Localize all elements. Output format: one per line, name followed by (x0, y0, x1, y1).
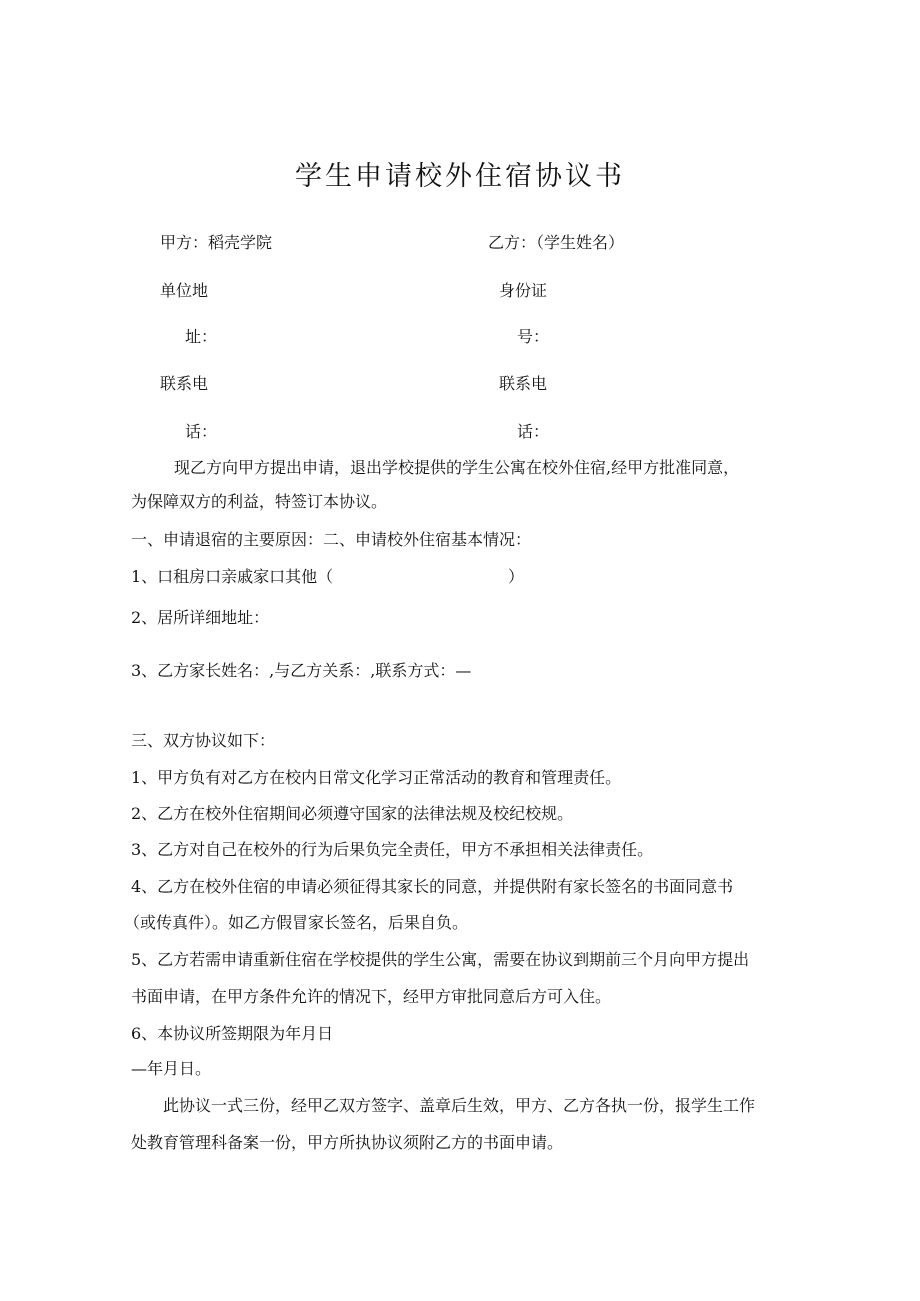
clause-6-line-1: 6、本协议所签期限为年月日 (131, 1024, 334, 1043)
intro-line-2: 为保障双方的利益，特签订本协议。 (131, 492, 388, 511)
clause-6-line-2: —年月日。 (131, 1059, 212, 1078)
party-a-phone-label-1: 联系电 (160, 374, 209, 393)
section1-item1-close: ） (508, 567, 525, 586)
party-b-phone-label-1: 联系电 (499, 374, 548, 393)
section1-item1: 1、口租房口亲戚家口其他（ (131, 567, 334, 586)
clause-2: 2、乙方在校外住宿期间必须遵守国家的法律法规及校纪校规。 (131, 804, 574, 823)
party-b-id-label-2: 号： (517, 327, 550, 346)
party-b-id-label-1: 身份证 (499, 281, 548, 300)
clause-1: 1、甲方负有对乙方在校内日常文化学习正常活动的教育和管理责任。 (131, 768, 622, 787)
closing-line-1: 此协议一式三份，经甲乙双方签字、盖章后生效，甲方、乙方各执一份，报学生工作 (163, 1096, 756, 1115)
clause-5-line-1: 5、乙方若需申请重新住宿在学校提供的学生公寓，需要在协议到期前三个月向甲方提出 (131, 950, 750, 969)
section3-heading: 三、双方协议如下： (131, 731, 276, 750)
intro-line-1: 现乙方向甲方提出申请，退出学校提供的学生公寓在校外住宿,经甲方批准同意， (174, 458, 740, 477)
party-a-address-label-1: 单位地 (160, 281, 209, 300)
clause-4-line-1: 4、乙方在校外住宿的申请必须征得其家长的同意，并提供附有家长签名的书面同意书 (131, 877, 734, 896)
section1-item3: 3、乙方家长姓名：,与乙方关系：,联系方式：— (131, 661, 472, 680)
party-b: 乙方：（学生姓名） (488, 233, 625, 252)
party-a-address-label-2: 址： (185, 327, 218, 346)
closing-line-2: 处教育管理科备案一份，甲方所执协议须附乙方的书面申请。 (131, 1133, 564, 1152)
section1-item2: 2、居所详细地址： (131, 608, 270, 627)
section1-heading: 一、申请退宿的主要原因：二、申请校外住宿基本情况： (131, 530, 532, 549)
clause-4-line-2: （或传真件）。如乙方假冒家长签名，后果自负。 (124, 913, 469, 932)
party-a-phone-label-2: 话： (185, 422, 218, 441)
clause-3: 3、乙方对自己在校外的行为后果负完全责任，甲方不承担相关法律责任。 (131, 840, 654, 859)
party-b-phone-label-2: 话： (517, 422, 550, 441)
party-a: 甲方：稻壳学院 (160, 233, 273, 252)
document-title: 学生申请校外住宿协议书 (295, 161, 625, 192)
clause-5-line-2: 书面申请，在甲方条件允许的情况下，经甲方审批同意后方可入住。 (131, 987, 612, 1006)
